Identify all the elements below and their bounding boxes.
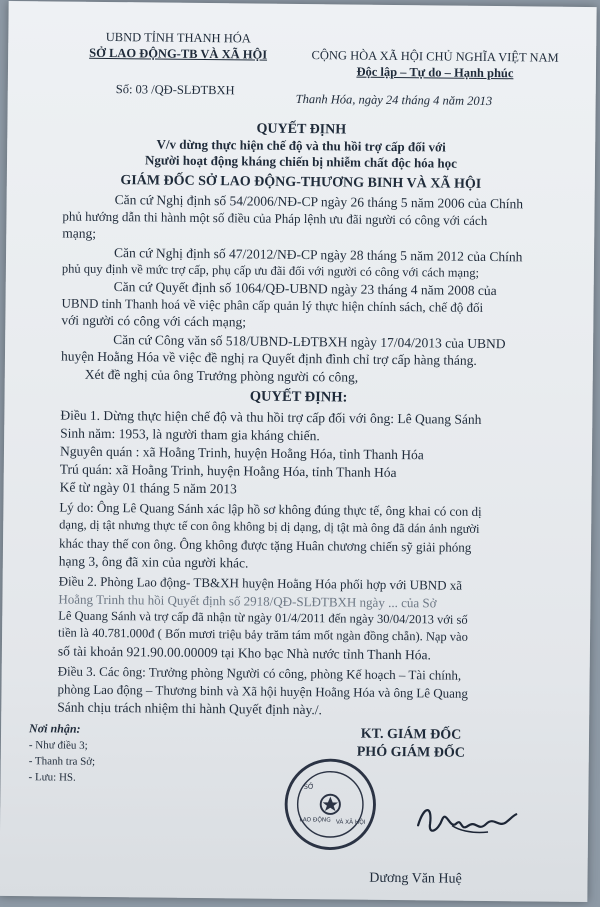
reason-line: Lý do: Ông Lê Quang Sánh xác lập hồ sơ không đúng thực tế, ông khai có con dị bbox=[59, 499, 482, 519]
basis-line: Xét đề nghị của ông Trưởng phòng người có công, bbox=[84, 366, 359, 385]
article-1-line: Sinh năm: 1953, là người tham gia kháng chiến. bbox=[60, 425, 320, 444]
article-2-line: Điều 2. Phòng Lao động- TB&XH huyện Hoằng Hóa phối hợp với UBND xã bbox=[58, 573, 463, 593]
reason-line: khác thay thế con ông. Ông không được tặng Huân chương chiến sỹ giải phóng bbox=[58, 535, 472, 555]
basis-line: với người có công với cách mạng; bbox=[61, 312, 247, 330]
svg-text:LAO ĐỘNG: LAO ĐỘNG bbox=[299, 817, 331, 824]
article-2-line: số tài khoản 921.90.00.00009 tại Kho bạc Nhà nước tỉnh Thanh Hóa. bbox=[57, 643, 431, 663]
place-date: Thanh Hóa, ngày 24 tháng 4 năm 2013 bbox=[295, 91, 493, 109]
document-number: Số: 03 /QĐ-SLĐTBXH bbox=[115, 82, 235, 98]
recipient-item: - Thanh tra Sở; bbox=[28, 755, 96, 768]
issuing-authority: GIÁM ĐỐC SỞ LAO ĐỘNG-THƯƠNG BINH VÀ XÃ HỘI bbox=[120, 173, 482, 192]
recipient-item: - Như điều 3; bbox=[28, 739, 88, 752]
basis-line: UBND tỉnh Thanh hoá về việc phân cấp quản lý thực hiện chính sách, chế độ đối bbox=[61, 295, 484, 315]
basis-line: Căn cứ Công văn số 518/UBND-LĐTBXH ngày 17/04/2013 của UBND bbox=[113, 332, 506, 352]
basis-line: phủ quy định về mức trợ cấp, phụ cấp ưu đãi đối với người có công với cách mạng; bbox=[61, 261, 480, 280]
basis-line: Căn cứ Quyết định số 1064/QĐ-UBND ngày 23 tháng 4 năm 2008 của bbox=[113, 279, 497, 299]
handwritten-signature bbox=[412, 795, 523, 846]
signature-title-2: PHÓ GIÁM ĐỐC bbox=[356, 744, 465, 761]
article-3-line: Sánh chịu trách nhiệm thi hành Quyết định này./. bbox=[57, 699, 322, 718]
subject-line-2: Người hoạt động kháng chiến bị nhiễm chất độc hóa học bbox=[145, 152, 458, 171]
svg-text:VÀ XÃ HỘI: VÀ XÃ HỘI bbox=[335, 819, 366, 826]
org-line-1: UBND TỈNH THANH HÓA bbox=[105, 29, 251, 46]
article-1-line: Kể từ ngày 01 tháng 5 năm 2013 bbox=[59, 479, 237, 497]
subject-line-1: V/v dừng thực hiện chế độ và thu hồi trợ cấp đối với bbox=[156, 136, 446, 155]
signer-name: Dương Văn Huệ bbox=[369, 870, 462, 887]
article-3-line: phòng Lao động – Thương binh và Xã hội huyện Hoằng Hóa và ông Lê Quang bbox=[57, 681, 469, 701]
org-line-2: SỞ LAO ĐỘNG-TB VÀ XÃ HỘI bbox=[89, 45, 268, 62]
recipients-heading: Nơi nhận: bbox=[29, 721, 81, 736]
basis-line: Căn cứ Nghị định số 47/2012/NĐ-CP ngày 28 tháng 5 năm 2012 của Chính bbox=[113, 245, 523, 265]
decision-heading: QUYẾT ĐỊNH: bbox=[249, 388, 348, 406]
basis-line: mạng; bbox=[62, 225, 97, 241]
basis-line: phủ hướng dẫn thi hành một số điều của Pháp lệnh ưu đãi người có công với cách bbox=[62, 208, 488, 228]
svg-text:SỞ: SỞ bbox=[303, 782, 315, 791]
nation-line-1: CỘNG HÒA XÃ HỘI CHỦ NGHĨA VIỆT NAM bbox=[311, 48, 559, 65]
basis-line: huyện Hoằng Hóa về việc đề nghị ra Quyết định đình chỉ trợ cấp hàng tháng. bbox=[60, 348, 477, 368]
document-page bbox=[0, 1, 597, 902]
document-title: QUYẾT ĐỊNH bbox=[256, 121, 347, 138]
article-1-line: Nguyên quán : xã Hoằng Trinh, huyện Hoằng Hóa, tỉnh Thanh Hóa bbox=[59, 443, 424, 463]
article-3-line: Điều 3. Các ông: Trưởng phòng Người có công, phòng Kế hoạch – Tài chính, bbox=[57, 663, 462, 683]
reason-line: dạng, dị tật nhưng thực tế con ông không bị dị dạng, dị tật mà ông đã dán ảnh người bbox=[59, 517, 480, 536]
article-2-line: tiền là 40.781.000đ ( Bốn mươi triệu bảy trăm tám mốt ngàn đồng chẵn). Nạp vào bbox=[58, 625, 468, 644]
signature-title-1: KT. GIÁM ĐỐC bbox=[360, 726, 462, 743]
reason-line: hạng 3, ông đã xin của người khác. bbox=[58, 553, 249, 571]
basis-line: Căn cứ Nghị định số 54/2006/NĐ-CP ngày 26 tháng 5 năm 2006 của Chính bbox=[114, 192, 524, 212]
article-1-line: Điều 1. Dừng thực hiện chế độ và thu hồi trợ cấp đối với ông: Lê Quang Sánh bbox=[60, 407, 482, 427]
recipient-item: - Lưu: HS. bbox=[28, 771, 76, 784]
article-2-line: Lê Quang Sánh và trợ cấp đã nhận từ ngày 01/4/2011 đến ngày 30/04/2013 với số bbox=[58, 608, 468, 627]
official-seal bbox=[282, 756, 379, 853]
article-2-line: Hoằng Trinh thu hồi Quyết định số 2918/QĐ-SLĐTBXH ngày ... của Sở bbox=[58, 591, 437, 611]
article-1-line: Trú quán: xã Hoằng Trinh, huyện Hoằng Hóa, tỉnh Thanh Hóa bbox=[59, 461, 397, 481]
nation-line-2: Độc lập – Tự do – Hạnh phúc bbox=[356, 64, 514, 81]
